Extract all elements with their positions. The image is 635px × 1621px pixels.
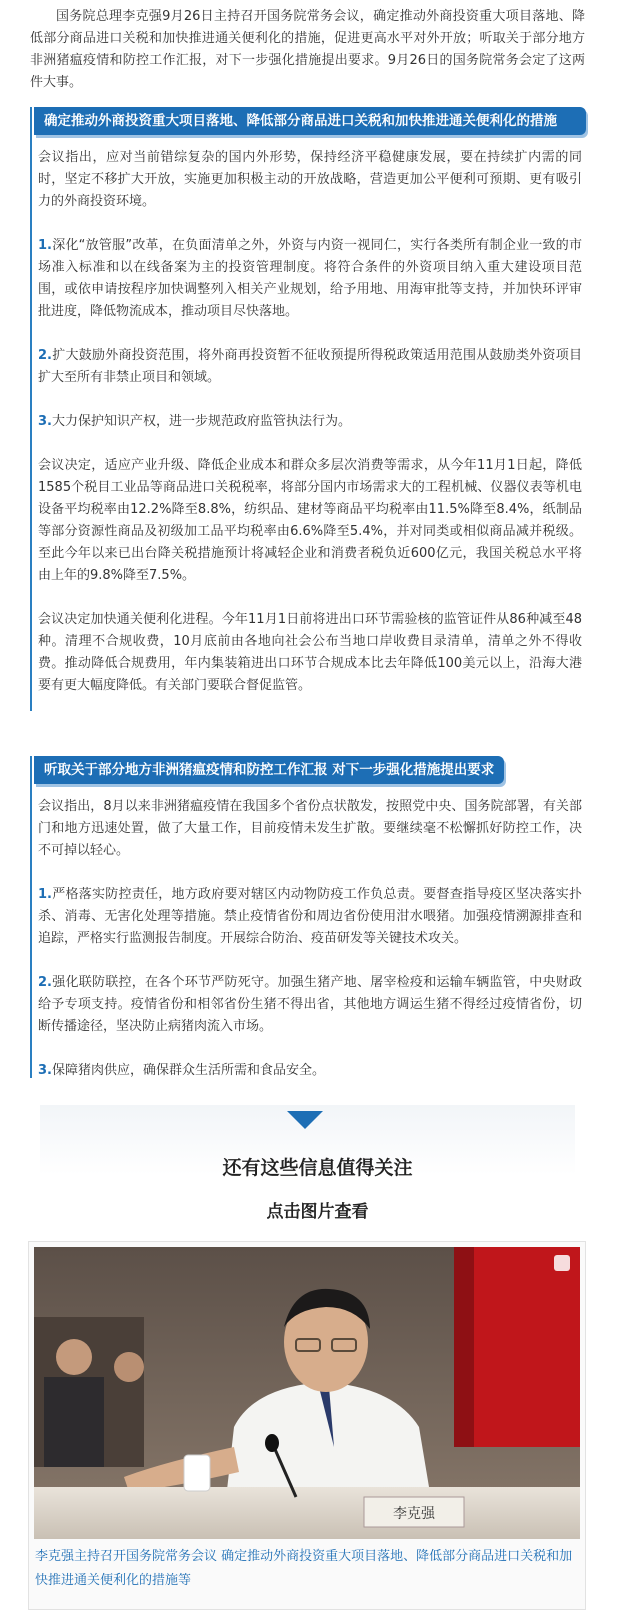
item-number: 3.: [38, 1063, 52, 1078]
down-triangle-icon: [287, 1111, 323, 1129]
section-title: 确定推动外商投资重大项目落地、降低部分商品进口关税和加快推进通关便利化的措施: [34, 107, 586, 135]
item-number: 2.: [38, 348, 52, 363]
item-number: 1.: [38, 887, 52, 902]
item-text: 大力保护知识产权，进一步规范政府监管执法行为。: [51, 414, 351, 429]
paragraph: 会议指出，8月以来非洲猪瘟疫情在我国多个省份点状散发，按照党中央、国务院部署，有关部门和地方迅速处置，做了大量工作，目前疫情未发生扩散。要继续毫不松懈抓好防控工作，决不可掉以轻心。: [38, 799, 582, 858]
section-trade-measures: [30, 107, 588, 711]
section-body: [32, 135, 588, 697]
item-text: 保障猪肉供应，确保群众生活所需和食品安全。: [51, 1063, 325, 1078]
news-card[interactable]: [28, 1241, 586, 1610]
list-item: [38, 1060, 582, 1082]
paragraph: 会议指出，应对当前错综复杂的国内外形势，保持经济平稳健康发展，要在持续扩内需的同时，坚定不移扩大开放，实施更加积极主动的开放战略，营造更加公平便利可预期、更有吸引力的外商投资环境。: [38, 150, 582, 209]
section-body: [32, 784, 588, 1082]
nameplate-text: 李克强: [393, 1506, 435, 1522]
item-text: 扩大鼓励外商投资范围，将外商再投资暂不征收预提所得税政策适用范围从鼓励类外资项目扩大至所有非禁止项目和领域。: [38, 348, 582, 385]
more-info-subtitle: 点击图片查看: [266, 1202, 369, 1222]
item-text: 强化联防联控，在各个环节严防死守。加强生猪产地、屠宰检疫和运输车辆监管，中央财政给予专项支持。疫情省份和相邻省份生猪不得出省，其他地方调运生猪不得经过疫情省份，切断传播途径，坚决防止病猪肉流入市场。: [38, 975, 582, 1034]
list-item: [38, 411, 582, 433]
section-title: 听取关于部分地方非洲猪瘟疫情和防控工作汇报 对下一步强化措施提出要求: [34, 756, 504, 784]
list-item: [38, 972, 582, 1038]
item-number: 1.: [38, 238, 52, 253]
news-card-caption[interactable]: 李克强主持召开国务院常务会议 确定推动外商投资重大项目落地、降低部分商品进口关税和加快推进通关便利化的措施等: [35, 1549, 573, 1588]
paragraph: 会议决定加快通关便利化进程。今年11月1日前将进出口环节需验核的监管证件从86种减至48种。清理不合规收费，10月底前由各地向社会公布当地口岸收费目录清单，清单之外不得收费。推动降低合规费用，年内集装箱进出口环节合规成本比去年降低100美元以上，沿海大港要有更大幅度降低。有关部门要联合督促监管。: [38, 612, 582, 693]
item-number: 3.: [38, 414, 52, 429]
paragraph: 会议决定，适应产业升级、降低企业成本和群众多层次消费等需求，从今年11月1日起，降低1585个税目工业品等商品进口关税税率，将部分国内市场需求大的工程机械、仪器仪表等机电设备平均税率由12.2%降至8.8%，纺织品、建材等商品平均税率由11.5%降至8.4%，纸制品等部分资源性商品及初级加工品平均税率由6.6%降至5.4%，并对同类或相似商品减并税级。至此今年以来已出台降关税措施预计将减轻企业和消费者税负近600亿元，我国关税总水平将由上年的9.8%降至7.5%。: [38, 458, 582, 583]
item-text: 严格落实防控责任，地方政府要对辖区内动物防疫工作负总责。要督查指导疫区坚决落实扑杀、消毒、无害化处理等措施。禁止疫情省份和周边省份使用泔水喂猪。加强疫情溯源排查和追踪，严格实行监测报告制度。开展综合防治、疫苗研发等关键技术攻关。: [38, 887, 582, 946]
list-item: [38, 235, 582, 323]
more-info-title: 还有这些信息值得关注: [222, 1157, 413, 1179]
intro-paragraph: 国务院总理李克强9月26日主持召开国务院常务会议，确定推动外商投资重大项目落地、降低部分商品进口关税和加快推进通关便利化的措施，促进更高水平对外开放；听取关于部分地方非洲猪瘟疫情和防控工作汇报，对下一步强化措施提出要求。9月26日的国务院常务会定了这两件大事。: [30, 9, 585, 90]
section-swine-fever: [30, 756, 588, 1078]
list-item: [38, 884, 582, 950]
news-photo[interactable]: [34, 1247, 580, 1539]
list-item: [38, 345, 582, 389]
news-photo-illustration: [34, 1247, 580, 1539]
item-number: 2.: [38, 975, 52, 990]
item-text: 深化“放管服”改革，在负面清单之外，外资与内资一视同仁，实行各类所有制企业一致的市场准入标准和以在线备案为主的投资管理制度。将符合条件的外资项目纳入重大建设项目范围，或依申请按程序加快调整列入相关产业规划，给予用地、用海审批等支持，并加快环评审批进度，降低物流成本，推动项目尽快落地。: [38, 238, 582, 319]
